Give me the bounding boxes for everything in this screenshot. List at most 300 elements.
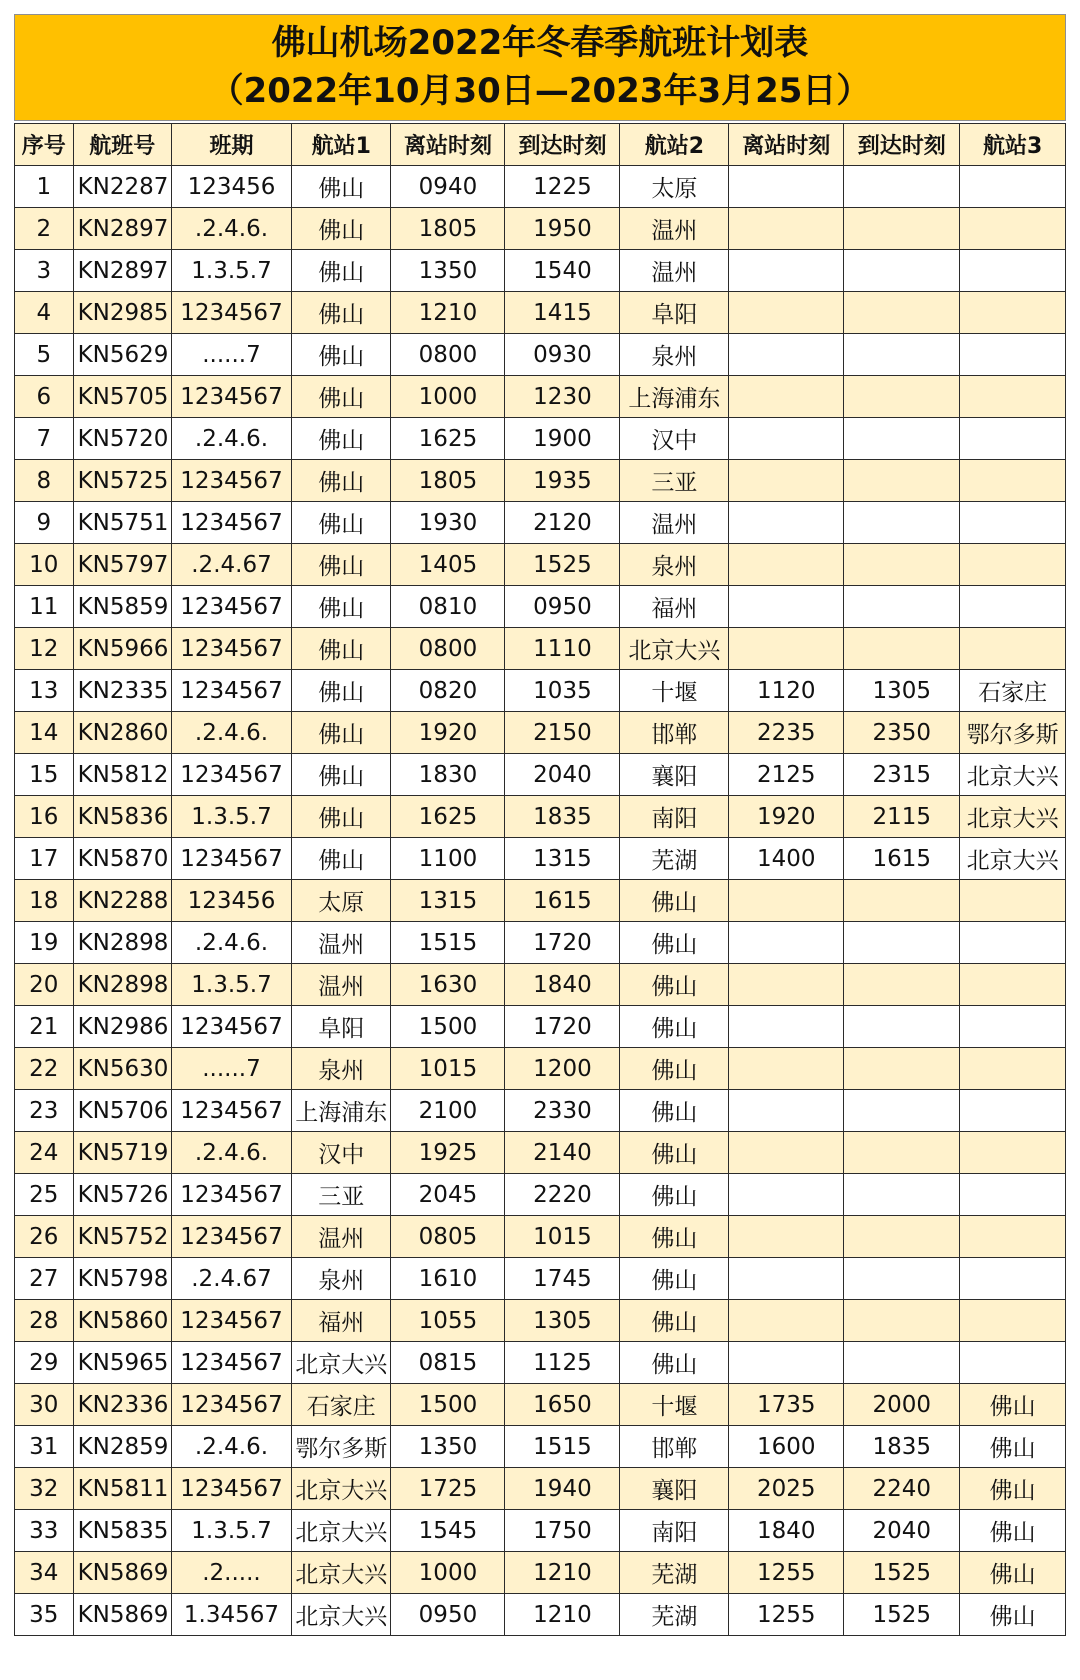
cell-station-3 [960,208,1066,250]
cell-arrival-1: 1615 [505,880,620,922]
cell-arrival-2 [844,376,960,418]
cell-flight-no: KN2860 [73,712,171,754]
cell-arrival-1: 1015 [505,1216,620,1258]
cell-seq: 34 [15,1552,74,1594]
cell-station-1: 温州 [292,922,391,964]
cell-departure-1: 1725 [391,1468,505,1510]
cell-station-2: 十堰 [620,1384,729,1426]
cell-departure-1: 1545 [391,1510,505,1552]
cell-station-2: 芜湖 [620,838,729,880]
cell-station-1: 汉中 [292,1132,391,1174]
cell-arrival-1: 1745 [505,1258,620,1300]
cell-station-1: 佛山 [292,418,391,460]
cell-arrival-2 [844,922,960,964]
cell-schedule-days: .2.4.67 [171,1258,291,1300]
table-row [15,1132,1066,1174]
cell-schedule-days: 1234567 [171,460,291,502]
cell-departure-1: 1930 [391,502,505,544]
cell-station-2: 十堰 [620,670,729,712]
cell-departure-2 [729,586,844,628]
table-row [15,418,1066,460]
cell-flight-no: KN5869 [73,1552,171,1594]
cell-station-3 [960,502,1066,544]
cell-arrival-2 [844,1006,960,1048]
cell-station-1: 北京大兴 [292,1552,391,1594]
cell-departure-2 [729,1048,844,1090]
cell-flight-no: KN2288 [73,880,171,922]
cell-seq: 23 [15,1090,74,1132]
cell-arrival-1: 1515 [505,1426,620,1468]
title-banner [14,14,1066,121]
cell-station-3 [960,880,1066,922]
cell-arrival-2 [844,1216,960,1258]
cell-seq: 4 [15,292,74,334]
cell-flight-no: KN5798 [73,1258,171,1300]
cell-flight-no: KN2335 [73,670,171,712]
cell-arrival-1: 1125 [505,1342,620,1384]
cell-arrival-1: 1950 [505,208,620,250]
cell-seq: 35 [15,1594,74,1636]
cell-schedule-days: 1234567 [171,1216,291,1258]
cell-departure-2 [729,292,844,334]
cell-seq: 32 [15,1468,74,1510]
cell-station-1: 北京大兴 [292,1468,391,1510]
cell-arrival-1: 1210 [505,1594,620,1636]
cell-departure-2 [729,460,844,502]
cell-seq: 25 [15,1174,74,1216]
col-header-departure-1: 离站时刻 [391,124,505,166]
cell-departure-1: 1000 [391,1552,505,1594]
cell-schedule-days: .2.4.67 [171,544,291,586]
cell-departure-2: 1255 [729,1552,844,1594]
cell-station-3: 佛山 [960,1468,1066,1510]
cell-departure-2 [729,1216,844,1258]
table-row [15,964,1066,1006]
cell-station-2: 温州 [620,250,729,292]
cell-seq: 17 [15,838,74,880]
cell-schedule-days: 1234567 [171,1174,291,1216]
cell-departure-1: 1920 [391,712,505,754]
cell-schedule-days: 1234567 [171,754,291,796]
cell-schedule-days: 1234567 [171,586,291,628]
cell-station-1: 佛山 [292,250,391,292]
cell-flight-no: KN5812 [73,754,171,796]
cell-station-3 [960,1048,1066,1090]
cell-station-3: 佛山 [960,1594,1066,1636]
cell-arrival-2: 2315 [844,754,960,796]
cell-arrival-2 [844,208,960,250]
col-header-flight-no: 航班号 [73,124,171,166]
cell-departure-2 [729,922,844,964]
cell-schedule-days: 1234567 [171,376,291,418]
cell-departure-2: 1400 [729,838,844,880]
cell-departure-2: 1600 [729,1426,844,1468]
cell-station-3: 佛山 [960,1552,1066,1594]
cell-arrival-1: 1200 [505,1048,620,1090]
cell-arrival-2 [844,292,960,334]
cell-schedule-days: 1234567 [171,1090,291,1132]
cell-departure-1: 1350 [391,250,505,292]
cell-station-1: 佛山 [292,796,391,838]
cell-station-1: 泉州 [292,1048,391,1090]
col-header-departure-2: 离站时刻 [729,124,844,166]
table-row [15,334,1066,376]
cell-flight-no: KN5629 [73,334,171,376]
cell-flight-no: KN2986 [73,1006,171,1048]
cell-station-2: 芜湖 [620,1594,729,1636]
cell-station-3 [960,292,1066,334]
cell-schedule-days: 1234567 [171,1468,291,1510]
cell-schedule-days: 1234567 [171,1342,291,1384]
cell-station-1: 佛山 [292,544,391,586]
table-row [15,1216,1066,1258]
cell-station-2: 南阳 [620,1510,729,1552]
cell-flight-no: KN5836 [73,796,171,838]
cell-station-2: 佛山 [620,880,729,922]
cell-seq: 28 [15,1300,74,1342]
cell-departure-1: 0810 [391,586,505,628]
cell-departure-2 [729,208,844,250]
cell-station-3 [960,628,1066,670]
cell-departure-2 [729,1174,844,1216]
table-row [15,1552,1066,1594]
cell-station-2: 佛山 [620,1342,729,1384]
cell-arrival-2 [844,1258,960,1300]
cell-station-1: 泉州 [292,1258,391,1300]
cell-arrival-2 [844,964,960,1006]
cell-arrival-1: 1035 [505,670,620,712]
table-row [15,208,1066,250]
table-row [15,1594,1066,1636]
cell-schedule-days: .2.4.6. [171,1132,291,1174]
cell-departure-1: 1630 [391,964,505,1006]
cell-station-1: 佛山 [292,334,391,376]
cell-station-1: 佛山 [292,586,391,628]
cell-arrival-1: 1305 [505,1300,620,1342]
cell-departure-2 [729,1342,844,1384]
cell-departure-1: 2045 [391,1174,505,1216]
cell-schedule-days: 123456 [171,166,291,208]
cell-schedule-days: ......7 [171,1048,291,1090]
cell-seq: 1 [15,166,74,208]
cell-arrival-1: 0930 [505,334,620,376]
cell-seq: 31 [15,1426,74,1468]
cell-flight-no: KN5860 [73,1300,171,1342]
cell-departure-2 [729,334,844,376]
cell-seq: 10 [15,544,74,586]
cell-departure-1: 1210 [391,292,505,334]
cell-departure-2 [729,1258,844,1300]
cell-departure-1: 1015 [391,1048,505,1090]
cell-station-1: 温州 [292,1216,391,1258]
cell-flight-no: KN5966 [73,628,171,670]
cell-arrival-2 [844,1132,960,1174]
cell-station-1: 佛山 [292,712,391,754]
cell-seq: 7 [15,418,74,460]
cell-station-3 [960,1174,1066,1216]
cell-station-3 [960,964,1066,1006]
flight-schedule-table [14,123,1066,1636]
cell-arrival-1: 1840 [505,964,620,1006]
cell-departure-2 [729,1006,844,1048]
cell-station-1: 佛山 [292,208,391,250]
cell-arrival-1: 1750 [505,1510,620,1552]
cell-station-1: 温州 [292,964,391,1006]
cell-flight-no: KN5869 [73,1594,171,1636]
cell-departure-2 [729,1132,844,1174]
table-row [15,1006,1066,1048]
cell-departure-2 [729,964,844,1006]
cell-departure-1: 1055 [391,1300,505,1342]
cell-station-1: 北京大兴 [292,1510,391,1552]
cell-station-3 [960,922,1066,964]
cell-schedule-days: 1234567 [171,1006,291,1048]
cell-arrival-2: 1305 [844,670,960,712]
cell-station-2: 芜湖 [620,1552,729,1594]
cell-arrival-1: 1900 [505,418,620,460]
cell-station-2: 福州 [620,586,729,628]
cell-arrival-2 [844,250,960,292]
cell-schedule-days: .2.4.6. [171,712,291,754]
cell-station-2: 太原 [620,166,729,208]
cell-departure-1: 1625 [391,796,505,838]
cell-arrival-2: 1615 [844,838,960,880]
cell-arrival-1: 1540 [505,250,620,292]
cell-flight-no: KN5965 [73,1342,171,1384]
cell-schedule-days: 1234567 [171,502,291,544]
cell-station-1: 北京大兴 [292,1342,391,1384]
cell-arrival-1: 1230 [505,376,620,418]
cell-seq: 19 [15,922,74,964]
cell-flight-no: KN5835 [73,1510,171,1552]
cell-arrival-2: 1525 [844,1594,960,1636]
cell-departure-2 [729,376,844,418]
cell-departure-1: 0820 [391,670,505,712]
cell-station-2: 佛山 [620,1090,729,1132]
cell-departure-1: 0800 [391,628,505,670]
cell-arrival-1: 1210 [505,1552,620,1594]
cell-departure-1: 1830 [391,754,505,796]
cell-departure-2: 1920 [729,796,844,838]
cell-schedule-days: .2.4.6. [171,1426,291,1468]
cell-schedule-days: 1.3.5.7 [171,964,291,1006]
cell-arrival-1: 1835 [505,796,620,838]
table-row [15,1426,1066,1468]
cell-station-3 [960,544,1066,586]
cell-departure-2: 2125 [729,754,844,796]
cell-station-1: 石家庄 [292,1384,391,1426]
cell-arrival-1: 2150 [505,712,620,754]
cell-departure-1: 0815 [391,1342,505,1384]
cell-station-3 [960,1258,1066,1300]
cell-station-3: 鄂尔多斯 [960,712,1066,754]
cell-departure-1: 1625 [391,418,505,460]
cell-station-1: 三亚 [292,1174,391,1216]
cell-departure-1: 0950 [391,1594,505,1636]
cell-arrival-1: 1935 [505,460,620,502]
cell-departure-1: 1500 [391,1384,505,1426]
cell-station-3: 北京大兴 [960,796,1066,838]
cell-station-2: 邯郸 [620,712,729,754]
cell-departure-1: 1610 [391,1258,505,1300]
cell-station-3 [960,1090,1066,1132]
cell-station-1: 阜阳 [292,1006,391,1048]
cell-arrival-2 [844,418,960,460]
cell-departure-2: 1735 [729,1384,844,1426]
cell-station-1: 佛山 [292,166,391,208]
table-row [15,1048,1066,1090]
cell-departure-1: 1805 [391,460,505,502]
cell-schedule-days: 1234567 [171,628,291,670]
cell-station-2: 佛山 [620,1216,729,1258]
cell-departure-2: 2235 [729,712,844,754]
cell-schedule-days: .2.4.6. [171,208,291,250]
cell-departure-1: 1515 [391,922,505,964]
cell-arrival-1: 1110 [505,628,620,670]
table-row [15,922,1066,964]
cell-seq: 3 [15,250,74,292]
cell-arrival-1: 2120 [505,502,620,544]
cell-seq: 20 [15,964,74,1006]
cell-arrival-1: 1940 [505,1468,620,1510]
table-row [15,586,1066,628]
cell-arrival-1: 2040 [505,754,620,796]
cell-schedule-days: 1234567 [171,292,291,334]
cell-departure-1: 0805 [391,1216,505,1258]
cell-departure-1: 1100 [391,838,505,880]
cell-departure-1: 1315 [391,880,505,922]
col-header-arrival-1: 到达时刻 [505,124,620,166]
cell-arrival-1: 1720 [505,922,620,964]
cell-station-2: 泉州 [620,544,729,586]
cell-seq: 13 [15,670,74,712]
cell-flight-no: KN2898 [73,922,171,964]
table-row [15,250,1066,292]
cell-station-3: 北京大兴 [960,754,1066,796]
cell-arrival-2 [844,166,960,208]
cell-departure-2: 1120 [729,670,844,712]
cell-departure-1: 2100 [391,1090,505,1132]
cell-schedule-days: 123456 [171,880,291,922]
cell-arrival-2 [844,502,960,544]
cell-seq: 9 [15,502,74,544]
cell-station-1: 佛山 [292,376,391,418]
cell-departure-1: 1405 [391,544,505,586]
table-row [15,796,1066,838]
cell-station-3 [960,586,1066,628]
cell-station-3 [960,1342,1066,1384]
cell-station-2: 襄阳 [620,754,729,796]
cell-station-2: 襄阳 [620,1468,729,1510]
cell-station-3 [960,460,1066,502]
cell-arrival-2 [844,586,960,628]
table-row [15,1342,1066,1384]
cell-departure-2 [729,250,844,292]
col-header-station-3: 航站3 [960,124,1066,166]
cell-arrival-2: 1835 [844,1426,960,1468]
cell-seq: 18 [15,880,74,922]
cell-station-3 [960,1132,1066,1174]
cell-station-3 [960,1300,1066,1342]
cell-seq: 2 [15,208,74,250]
cell-schedule-days: .2..... [171,1552,291,1594]
col-header-schedule-days: 班期 [171,124,291,166]
cell-arrival-2 [844,544,960,586]
cell-arrival-1: 0950 [505,586,620,628]
cell-station-2: 佛山 [620,922,729,964]
cell-station-1: 太原 [292,880,391,922]
table-row [15,166,1066,208]
cell-arrival-2 [844,334,960,376]
cell-arrival-2: 2115 [844,796,960,838]
cell-flight-no: KN5719 [73,1132,171,1174]
cell-station-3: 北京大兴 [960,838,1066,880]
table-body [15,166,1066,1636]
cell-arrival-1: 1720 [505,1006,620,1048]
table-row [15,1300,1066,1342]
cell-flight-no: KN5811 [73,1468,171,1510]
cell-station-3 [960,376,1066,418]
table-row [15,754,1066,796]
cell-arrival-2 [844,1300,960,1342]
cell-schedule-days: 1234567 [171,1384,291,1426]
cell-schedule-days: 1.3.5.7 [171,796,291,838]
cell-station-1: 佛山 [292,292,391,334]
cell-departure-2 [729,1090,844,1132]
cell-departure-2 [729,544,844,586]
cell-arrival-1: 1225 [505,166,620,208]
cell-schedule-days: 1.3.5.7 [171,250,291,292]
cell-arrival-1: 1315 [505,838,620,880]
cell-flight-no: KN5752 [73,1216,171,1258]
col-header-station-2: 航站2 [620,124,729,166]
cell-station-2: 佛山 [620,1258,729,1300]
cell-station-2: 佛山 [620,1006,729,1048]
cell-departure-2 [729,880,844,922]
cell-station-3 [960,418,1066,460]
cell-station-2: 温州 [620,502,729,544]
cell-station-3 [960,1006,1066,1048]
cell-station-2: 佛山 [620,1048,729,1090]
table-row [15,1258,1066,1300]
cell-seq: 11 [15,586,74,628]
cell-departure-1: 0940 [391,166,505,208]
cell-arrival-2: 2000 [844,1384,960,1426]
cell-seq: 27 [15,1258,74,1300]
table-row [15,1468,1066,1510]
cell-departure-1: 1500 [391,1006,505,1048]
cell-departure-2 [729,418,844,460]
cell-arrival-1: 1415 [505,292,620,334]
cell-schedule-days: ......7 [171,334,291,376]
cell-seq: 30 [15,1384,74,1426]
cell-station-1: 佛山 [292,460,391,502]
cell-schedule-days: .2.4.6. [171,418,291,460]
cell-station-2: 上海浦东 [620,376,729,418]
cell-schedule-days: .2.4.6. [171,922,291,964]
cell-station-2: 泉州 [620,334,729,376]
cell-departure-2: 1255 [729,1594,844,1636]
date-range-subtitle: （2022年10月30日—2023年3月25日） [209,71,871,111]
cell-arrival-2 [844,1174,960,1216]
cell-departure-2 [729,628,844,670]
cell-arrival-1: 2330 [505,1090,620,1132]
cell-seq: 29 [15,1342,74,1384]
table-row [15,838,1066,880]
cell-seq: 14 [15,712,74,754]
cell-schedule-days: 1234567 [171,1300,291,1342]
cell-station-1: 佛山 [292,502,391,544]
